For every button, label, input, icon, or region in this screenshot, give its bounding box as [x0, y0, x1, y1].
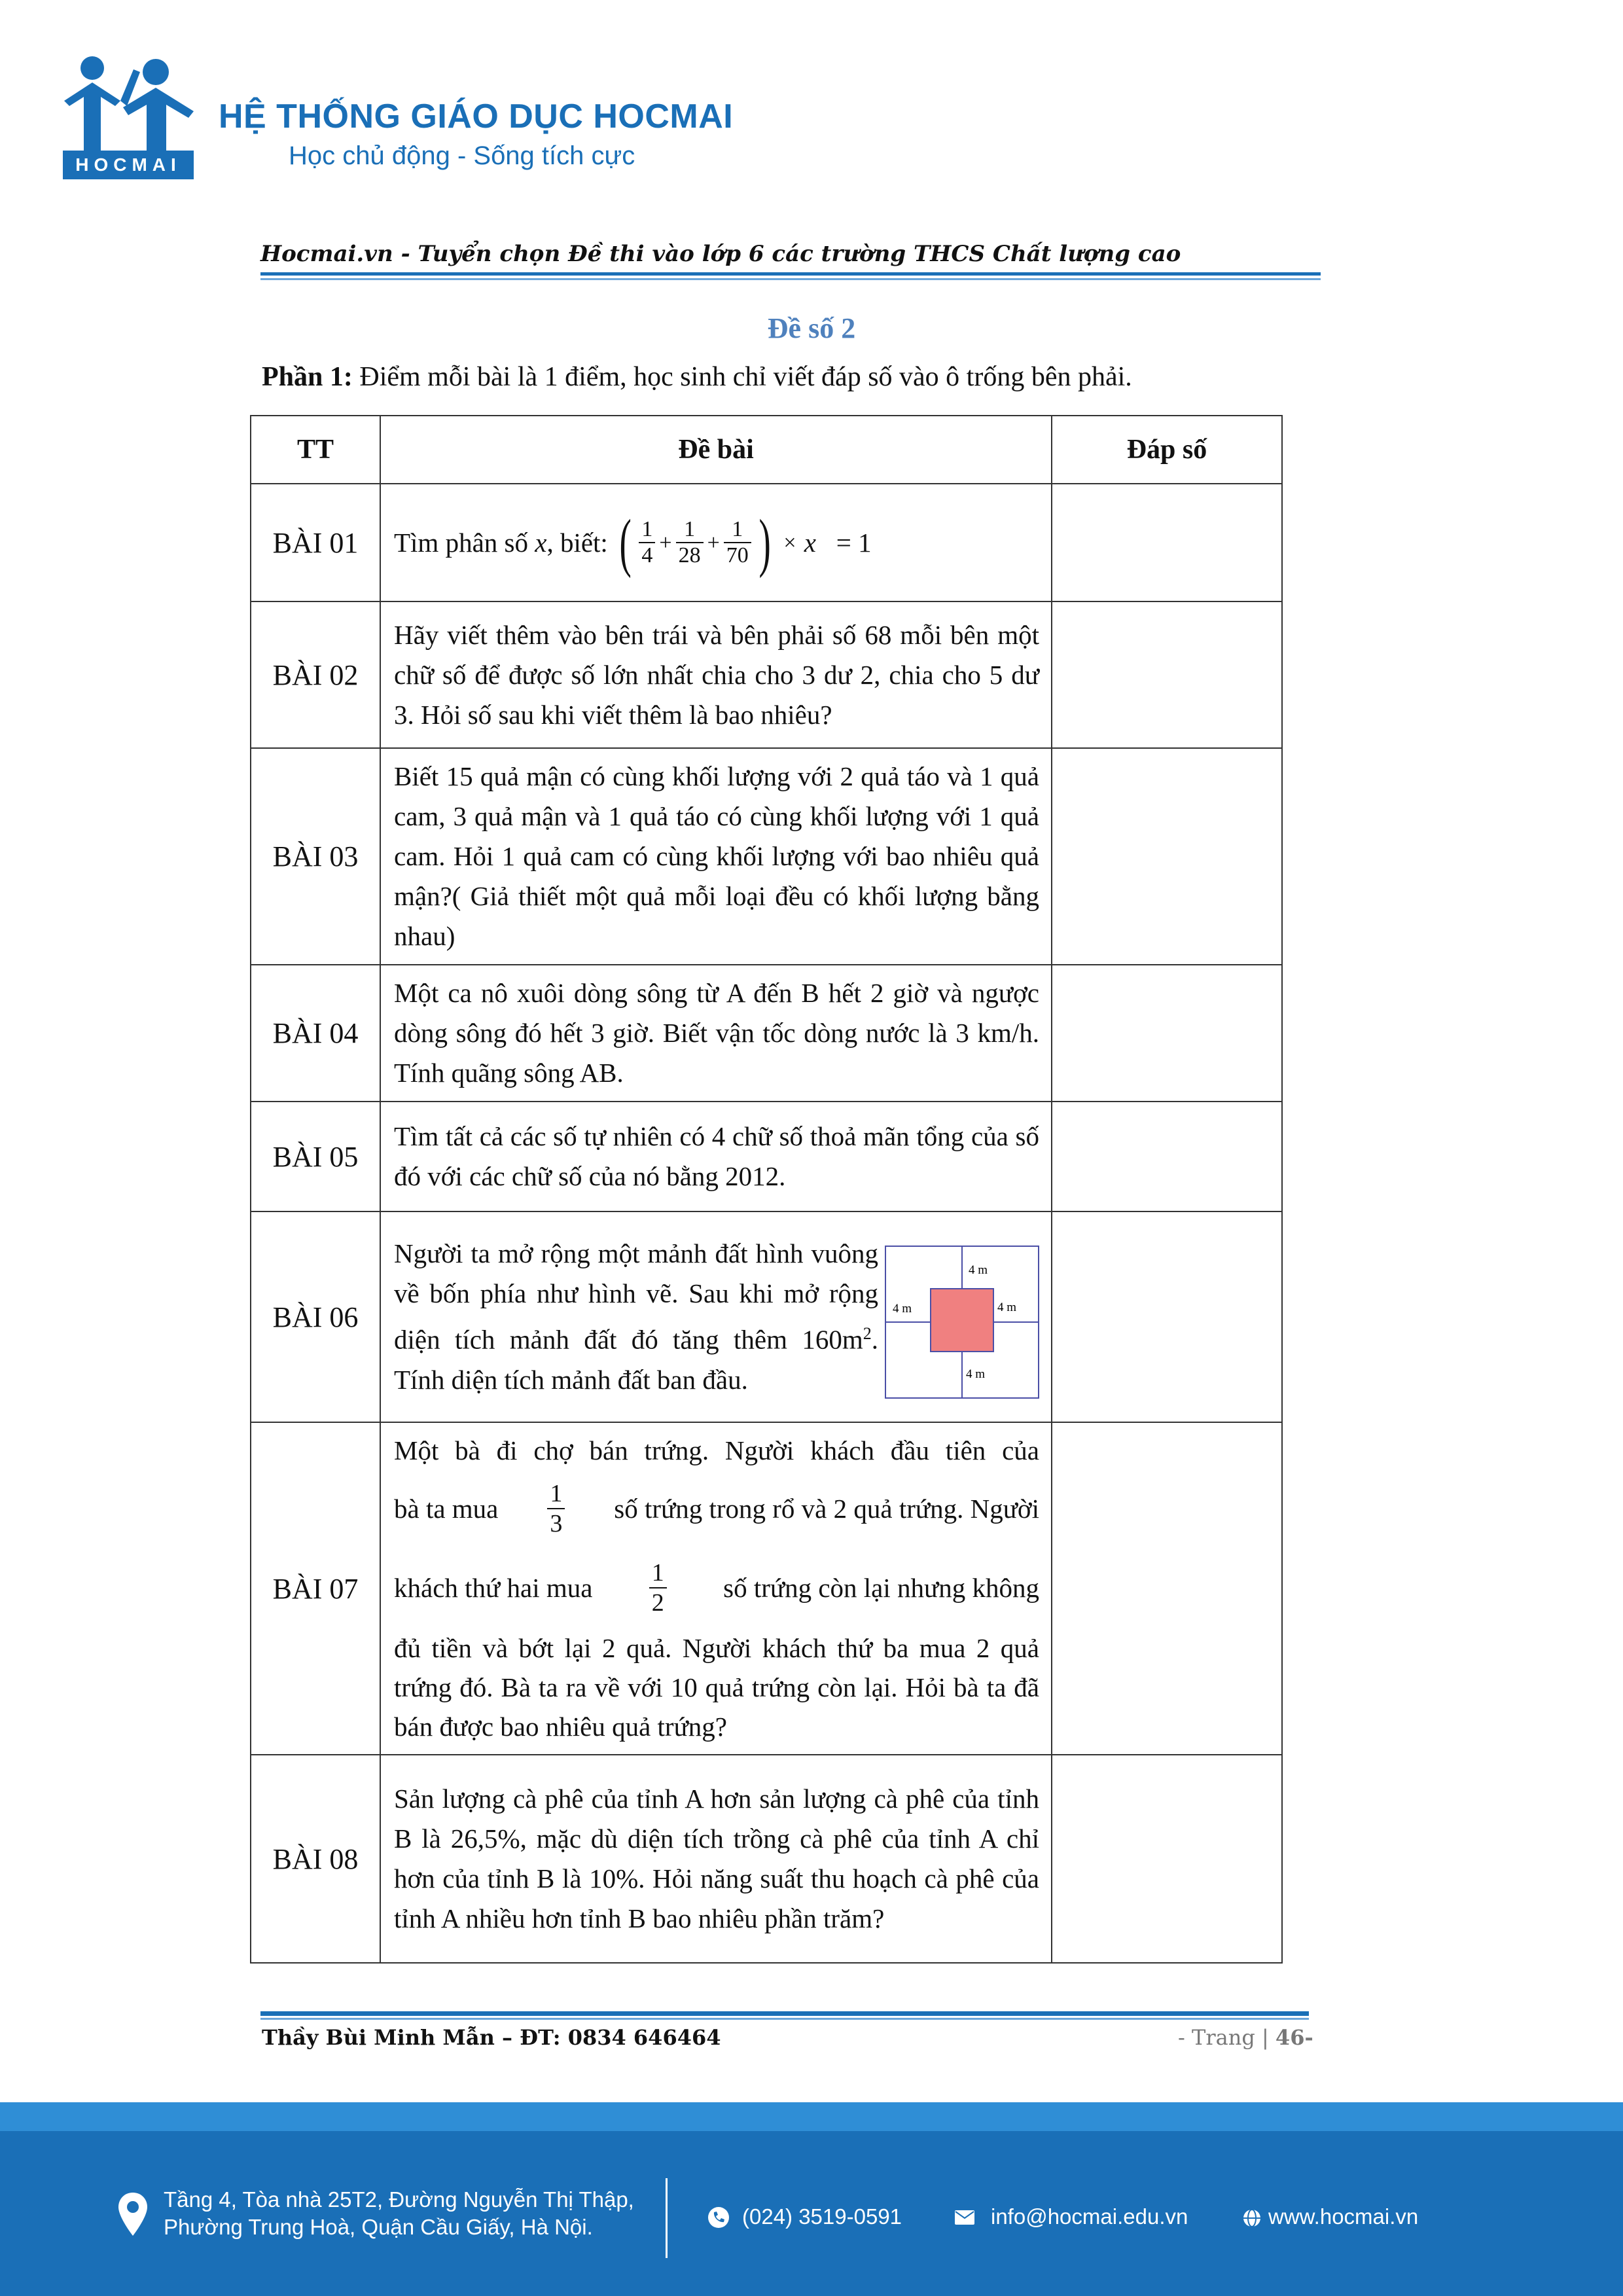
problem-7-line2: bà ta mua $\frac{1}{3}$ số trứng trong rổ và 2 quả trứng. Người: [394, 1480, 1039, 1537]
answer-cell[interactable]: [1052, 601, 1282, 748]
equation-prefix: Tìm phân số: [394, 527, 528, 558]
plus-sign: +: [659, 530, 672, 555]
right-paren: ): [758, 506, 771, 579]
answer-cell[interactable]: [1052, 748, 1282, 965]
email-link[interactable]: info@hocmai.edu.vn: [991, 2204, 1188, 2229]
exam-table: [250, 415, 1283, 1964]
answer-cell[interactable]: [1052, 1422, 1282, 1755]
original-square: [931, 1289, 993, 1352]
table-row: [251, 748, 1282, 965]
problem-number: BÀI 07: [251, 1422, 380, 1755]
document-title: Đề số 2: [767, 312, 856, 344]
variable-x: x: [535, 527, 547, 558]
problem-number: BÀI 02: [251, 601, 380, 748]
people-logo-icon: [63, 54, 197, 152]
fraction-equation: [394, 493, 1039, 592]
variable-x: x: [804, 527, 816, 558]
left-paren: (: [619, 506, 632, 579]
mail-icon: [954, 2210, 975, 2225]
table-row: [251, 1102, 1282, 1211]
equals-value: = 1: [836, 527, 872, 558]
svg-text:4 m: 4 m: [966, 1367, 986, 1382]
part-text: Điểm mỗi bài là 1 điểm, học sinh chỉ viết đáp số vào ô trống bên phải.: [359, 362, 1132, 392]
problem-7-line1: Một bà đi chợ bán trứng. Người khách đầu tiên của: [394, 1435, 1039, 1465]
problem-text: Một ca nô xuôi dòng sông từ A đến B hết 2 giờ và ngược dòng sông đó hết 3 giờ. Biết vận tốc dòng nước là 3 km/h. Tính quãng sông AB.: [380, 965, 1052, 1102]
fraction: $\frac{1}{3}$: [547, 1479, 565, 1538]
location-pin-icon: [116, 2191, 149, 2237]
svg-text:4 m: 4 m: [997, 1300, 1017, 1315]
globe-icon: [1242, 2208, 1262, 2228]
table-row: [251, 1422, 1282, 1755]
logo-wordmark: HOCMAI: [63, 151, 194, 179]
table-row: [251, 1755, 1282, 1963]
page-number: - Trang | 46-: [1178, 2025, 1313, 2050]
header-rule: [260, 272, 1321, 276]
svg-text:4 m: 4 m: [893, 1302, 912, 1316]
answer-cell[interactable]: [1052, 1755, 1282, 1963]
times-sign: ×: [783, 530, 796, 555]
brand-slogan: Học chủ động - Sống tích cực: [289, 141, 635, 170]
problem-7-rest: đủ tiền và bớt lại 2 quả. Người khách thứ ba mua 2 quả trứng đó. Bà ta ra về với 10 quả trứng còn lại. Hỏi bà ta đã bán được bao nhiêu quả trứng?: [394, 1633, 1039, 1742]
table-row: [251, 965, 1282, 1102]
fraction: $\frac{1}{4}$: [639, 517, 655, 568]
problem-text: [380, 1422, 1052, 1755]
header-question: Đề bài: [380, 416, 1052, 484]
equation-prefix-2: , biết:: [546, 527, 608, 558]
footer-rule-thin: [260, 2018, 1309, 2020]
table-row: [251, 601, 1282, 748]
problem-text: Sản lượng cà phê của tỉnh A hơn sản lượng cà phê của tỉnh B là 26,5%, mặc dù diện tích trồng cà phê của tỉnh A chỉ hơn của tỉnh B là 10%. Hỏi năng suất thu hoạch cà phê của tỉnh A nhiều hơn tỉnh B bao nhiêu phần trăm?: [380, 1755, 1052, 1963]
problem-text: Biết 15 quả mận có cùng khối lượng với 2 quả táo và 1 quả cam, 3 quả mận và 1 quả táo có cùng khối lượng với 1 quả cam. Hỏi 1 quả cam có cùng khối lượng với bao nhiêu quả mận?( Giả thiết một quả mỗi loại đều có khối lượng bằng nhau): [380, 748, 1052, 965]
answer-cell[interactable]: [1052, 965, 1282, 1102]
table-row: [251, 1211, 1282, 1422]
problem-number: BÀI 04: [251, 965, 380, 1102]
problem-number: BÀI 05: [251, 1102, 380, 1211]
plus-sign: +: [707, 530, 720, 555]
answer-cell[interactable]: [1052, 1102, 1282, 1211]
part-label: Phần 1:: [262, 362, 353, 392]
problem-text: [380, 1211, 1052, 1422]
contact-divider: [666, 2178, 668, 2258]
hocmai-logo: [63, 54, 197, 178]
phone-number[interactable]: (024) 3519-0591: [742, 2204, 902, 2229]
brand-header: [63, 54, 848, 185]
answer-cell[interactable]: [1052, 1211, 1282, 1422]
footer-rule: [260, 2011, 1309, 2016]
brand-title: HỆ THỐNG GIÁO DỤC HOCMAI: [219, 98, 734, 135]
fraction: $\frac{1}{28}$: [676, 517, 704, 568]
address: Tầng 4, Tòa nhà 25T2, Đường Nguyễn Thị Thập, Phường Trung Hoà, Quận Cầu Giấy, Hà Nội.: [164, 2187, 634, 2239]
header-tt: TT: [251, 416, 380, 484]
fraction: $\frac{1}{2}$: [649, 1558, 667, 1617]
footer-band-light: [0, 2102, 1623, 2131]
problem-number: BÀI 01: [251, 484, 380, 601]
problem-7-line3: khách thứ hai mua $\frac{1}{2}$ số trứng còn lại nhưng không: [394, 1559, 1039, 1617]
footer-author: Thầy Bùi Minh Mẫn – ĐT: 0834 646464: [262, 2025, 721, 2050]
table-row: [251, 484, 1282, 601]
problem-number: BÀI 03: [251, 748, 380, 965]
answer-cell[interactable]: [1052, 484, 1282, 601]
problem-text: Hãy viết thêm vào bên trái và bên phải số 68 mỗi bên một chữ số để được số lớn nhất chia cho 3 dư 2, chia cho 5 dư 3. Hỏi số sau khi viết thêm là bao nhiêu?: [380, 601, 1052, 748]
square-expansion-diagram: [885, 1246, 1039, 1399]
problem-number: BÀI 08: [251, 1755, 380, 1963]
table-header-row: [251, 416, 1282, 484]
problem-text: [380, 484, 1052, 601]
phone-icon: [707, 2206, 730, 2229]
part-instruction: [262, 361, 1132, 393]
fraction: $\frac{1}{70}$: [724, 517, 751, 568]
website-link[interactable]: www.hocmai.vn: [1268, 2204, 1419, 2229]
problem-number: BÀI 06: [251, 1211, 380, 1422]
problem-6-text: Người ta mở rộng một mảnh đất hình vuông về bốn phía như hình vẽ. Sau khi mở rộng diện tích mảnh đất đó tăng thêm $160m^2$. Tính diện tích mảnh đất ban đầu.: [394, 1238, 878, 1395]
problem-text: Tìm tất cả các số tự nhiên có 4 chữ số thoả mãn tổng của số đó với các chữ số của nó bằng 2012.: [380, 1102, 1052, 1211]
header-rule-thin: [260, 278, 1321, 280]
svg-text:4 m: 4 m: [969, 1263, 988, 1278]
header-answer: Đáp số: [1052, 416, 1282, 484]
running-header: Hocmai.vn - Tuyển chọn Đề thi vào lớp 6 các trường THCS Chất lượng cao: [260, 241, 1181, 267]
